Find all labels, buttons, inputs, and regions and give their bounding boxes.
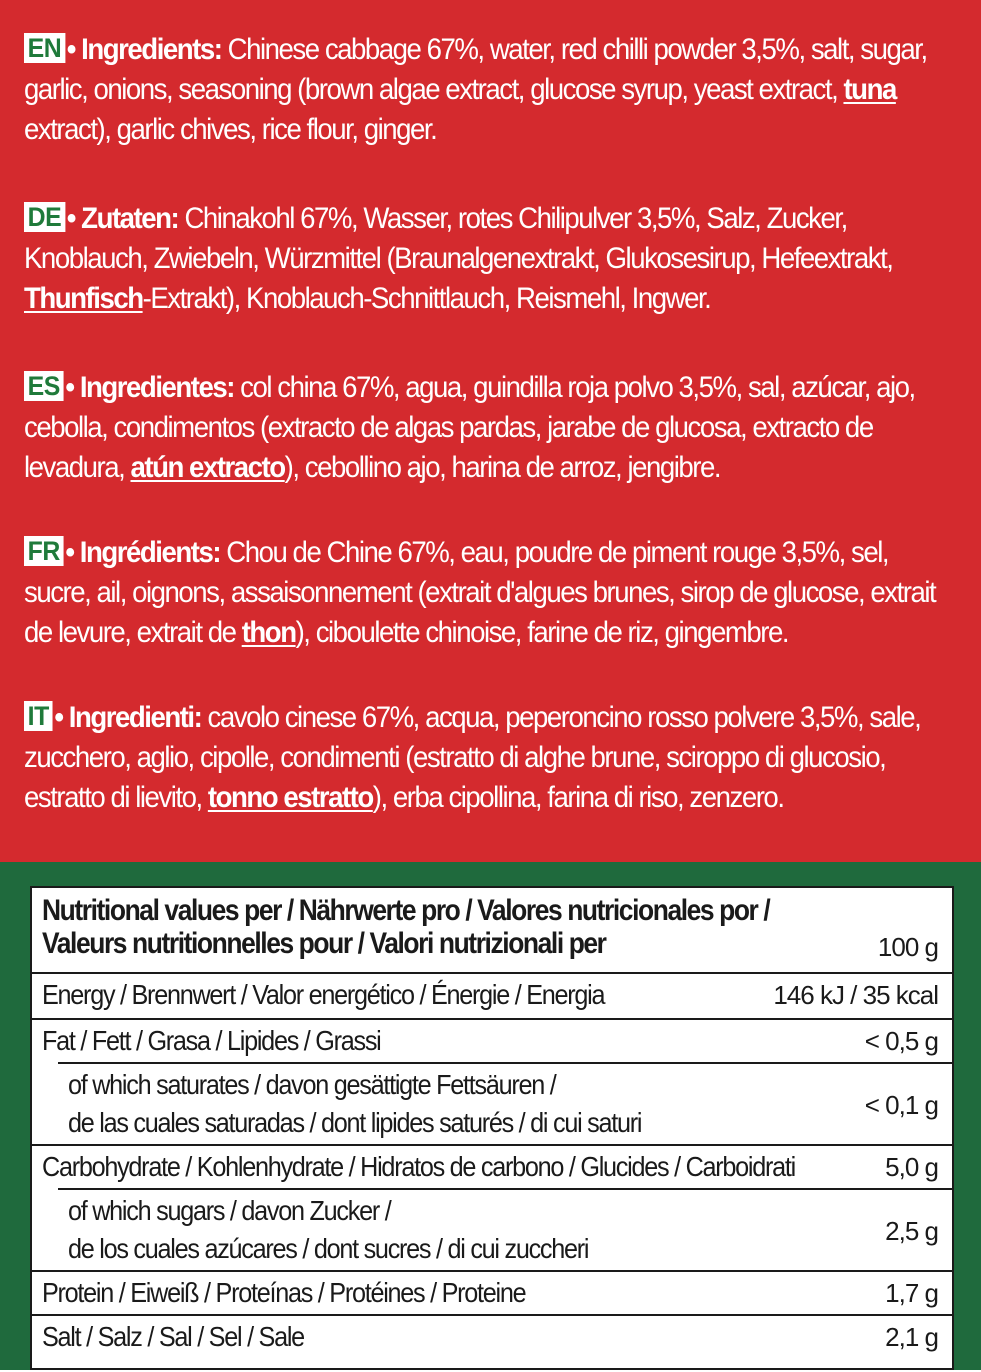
bullet: •: [65, 371, 80, 404]
per-100g-label: 100 g: [877, 932, 938, 962]
nutrient-label: Protein / Eiweiß / Proteínas / Protéines / Proteine: [42, 1277, 526, 1308]
ingredients-text: col china 67%, agua, guindilla roja polvo 3,5%, sal, azúcar, ajo, cebolla, condimentos (extracto de algas pardas, jarabe de glucosa, extracto de levadura,: [24, 371, 915, 484]
ingredients-block-de: [24, 199, 960, 319]
nutrient-value: 2,1 g: [885, 1322, 938, 1352]
bullet: •: [54, 701, 69, 734]
nutrition-row-carbohydrate: [32, 1144, 952, 1190]
bullet: •: [66, 33, 82, 66]
nutrition-table: [30, 886, 954, 1370]
nutrition-header: [32, 888, 952, 972]
ingredients-text: Chinakohl 67%, Wasser, rotes Chilipulver 3,5%, Salz, Zucker, Knoblauch, Zwiebeln, Würzmittel (Braunalgenextrakt, Glukosesirup, Hefeextrakt,: [24, 202, 893, 275]
nutrition-row-energy: [32, 972, 952, 1019]
nutrient-label: Carbohydrate / Kohlenhydrate / Hidratos de carbono / Glucides / Carboidrati: [42, 1151, 795, 1182]
nutrient-label: Energy / Brennwert / Valor energético / Énergie / Energia: [42, 979, 605, 1010]
ingredients-text: ), erba cipollina, farina di riso, zenzero.: [372, 781, 784, 814]
ingredients-text: cavolo cinese 67%, acqua, peperoncino rosso polvere 3,5%, sale, zucchero, aglio, cipolle, condimenti (estratto di alghe brune, sciroppo di glucosio, estratto di lievito,: [24, 701, 921, 814]
language-badge: IT: [24, 701, 53, 731]
language-badge: ES: [24, 371, 64, 401]
nutrient-value: 1,7 g: [885, 1278, 938, 1308]
ingredients-text: ), cebollino ajo, harina de arroz, jengibre.: [284, 451, 721, 484]
ingredients-label: Ingredientes:: [79, 371, 234, 404]
nutrient-label-line-2: de los cuales azúcares / dont sucres / di cui zuccheri: [68, 1233, 589, 1264]
nutrient-value: < 0,5 g: [864, 1026, 938, 1056]
allergen: thon: [241, 616, 296, 649]
ingredients-label: Ingredienti:: [68, 701, 202, 734]
allergen: atún extracto: [130, 451, 285, 484]
ingredients-text: Chou de Chine 67%, eau, poudre de piment rouge 3,5%, sel, sucre, ail, oignons, assaisonnement (extrait d'algues brunes, sirop de glucose, extrait de levure, extrait de: [24, 536, 936, 649]
allergen: tonno estratto: [207, 781, 373, 814]
ingredients-block-fr: [24, 533, 960, 653]
nutrition-row-salt: [32, 1314, 952, 1372]
nutrient-value: < 0,1 g: [864, 1090, 938, 1120]
nutrition-title-line-2: Valeurs nutritionnelles pour / Valori nutrizionali per: [42, 927, 606, 960]
language-badge: DE: [24, 202, 65, 232]
ingredients-text: extract), garlic chives, rice flour, ginger.: [24, 113, 437, 146]
ingredients-label: Zutaten:: [81, 202, 179, 235]
nutrition-row-saturates: [58, 1062, 952, 1146]
nutrition-title: [42, 894, 769, 960]
ingredients-block-es: [24, 368, 960, 488]
ingredients-block-en: [24, 30, 960, 150]
nutrient-label-line-1: of which saturates / davon gesättigte Fettsäuren /: [68, 1069, 556, 1100]
nutrition-title-line-1: Nutritional values per / Nährwerte pro / Valores nutricionales por /: [42, 894, 770, 927]
nutrient-value: 5,0 g: [885, 1152, 938, 1182]
nutrient-label: [68, 1066, 641, 1142]
nutrition-row-sugars: [58, 1188, 952, 1272]
allergen: Thunfisch: [24, 282, 143, 315]
ingredients-label: Ingredients:: [81, 33, 222, 66]
ingredients-label: Ingrédients:: [79, 536, 221, 569]
language-badge: FR: [24, 536, 64, 566]
nutrient-label-line-2: de las cuales saturadas / dont lipides saturés / di cui saturi: [68, 1107, 642, 1138]
ingredients-block-it: [24, 698, 960, 818]
ingredients-text: Chinese cabbage 67%, water, red chilli powder 3,5%, salt, sugar, garlic, onions, seasoning (brown algae extract, glucose syrup, yeast extract,: [24, 33, 927, 106]
ingredients-text: ), ciboulette chinoise, farine de riz, gingembre.: [295, 616, 789, 649]
nutrition-row-protein: [32, 1270, 952, 1316]
allergen: tuna: [843, 73, 896, 106]
nutrient-value: 146 kJ / 35 kcal: [773, 980, 938, 1010]
nutrition-row-fat: [32, 1018, 952, 1064]
nutrient-label: Fat / Fett / Grasa / Lipides / Grassi: [42, 1025, 381, 1056]
nutrient-value: 2,5 g: [885, 1216, 938, 1246]
nutrient-label-line-1: of which sugars / davon Zucker /: [68, 1195, 391, 1226]
language-badge: EN: [24, 33, 65, 63]
bullet: •: [65, 536, 80, 569]
ingredients-text: -Extrakt), Knoblauch-Schnittlauch, Reismehl, Ingwer.: [142, 282, 711, 315]
bullet: •: [66, 202, 82, 235]
nutrient-label: Salt / Salz / Sal / Sel / Sale: [42, 1321, 304, 1352]
nutrient-label: [68, 1192, 588, 1268]
